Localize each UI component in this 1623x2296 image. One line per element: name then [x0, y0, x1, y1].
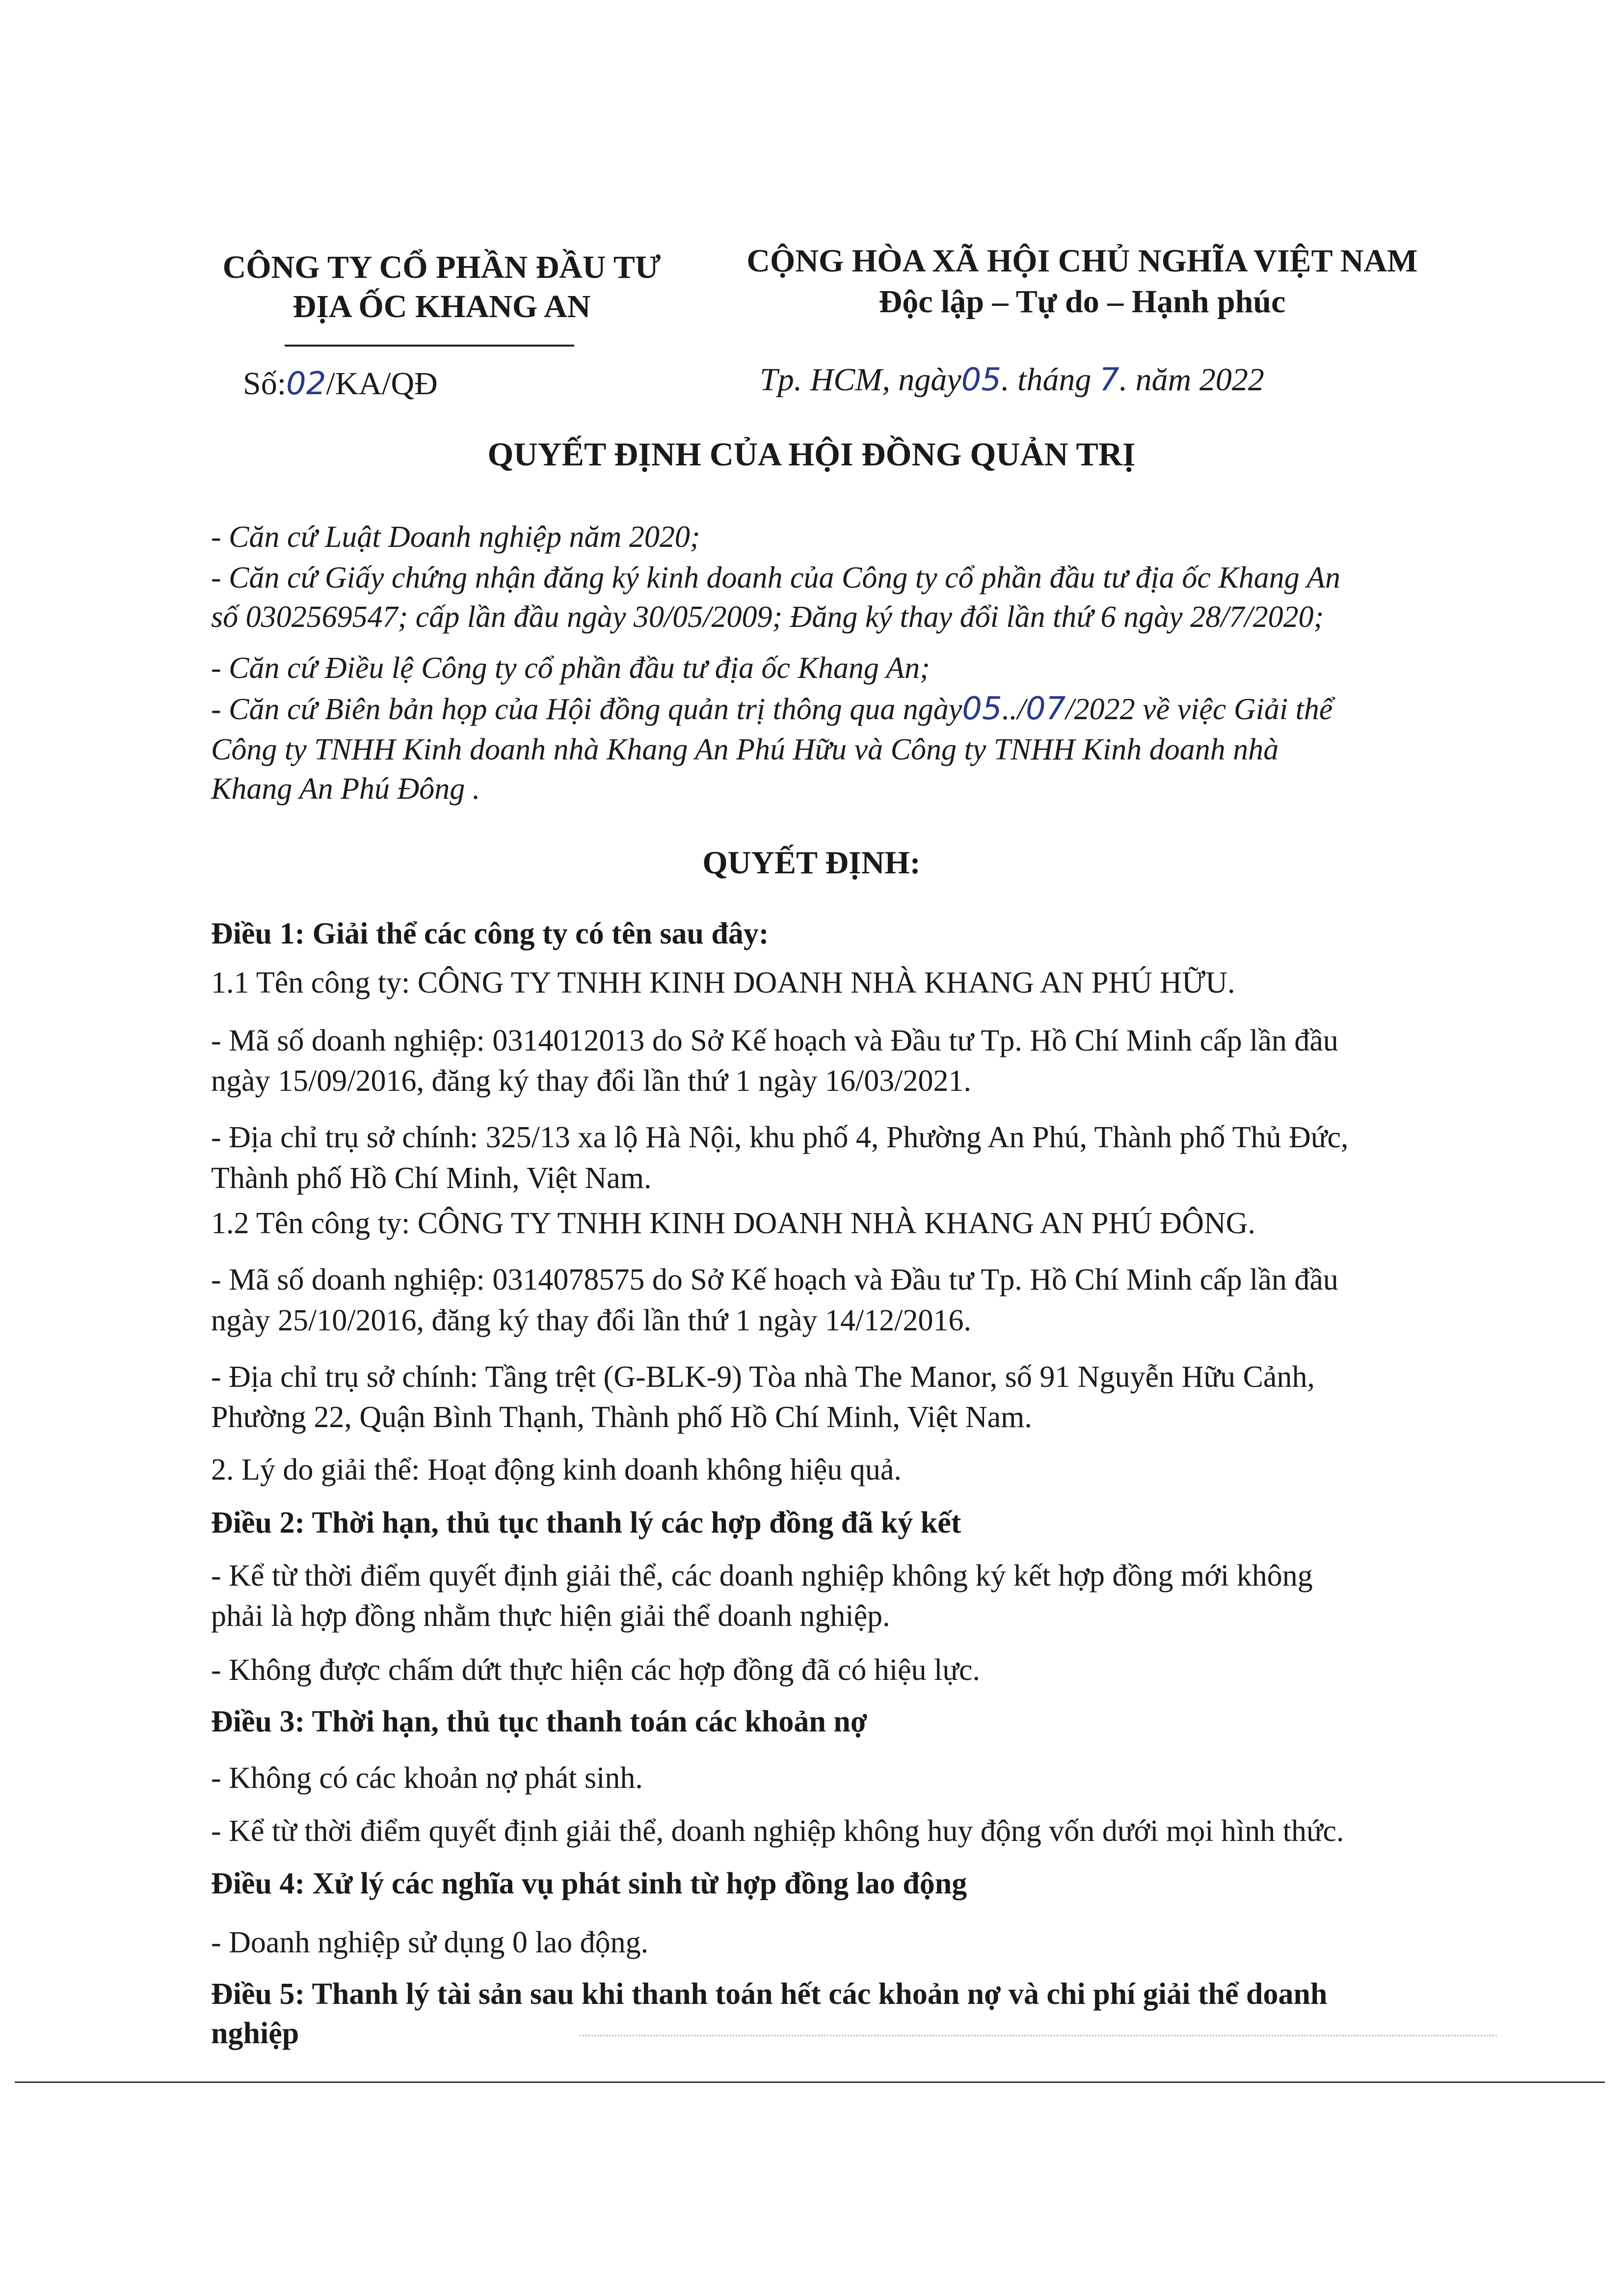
article-1-1-name: 1.1 Tên công ty: CÔNG TY TNHH KINH DOANH NHÀ KHANG AN PHÚ HỮU. [211, 966, 1235, 999]
article-2-line3: - Không được chấm dứt thực hiện các hợp đồng đã có hiệu lực. [211, 1653, 980, 1687]
company-name-line2: ĐỊA ỐC KHANG AN [293, 289, 591, 324]
article-5-heading-line2: nghiệp [211, 2017, 299, 2050]
basis-1: - Căn cứ Luật Doanh nghiệp năm 2020; [211, 520, 700, 554]
article-1-1-code-line2: ngày 15/09/2016, đăng ký thay đổi lần thứ 1 ngày 16/03/2021. [211, 1064, 972, 1098]
article-1-2-code-line2: ngày 25/10/2016, đăng ký thay đổi lần thứ 1 ngày 14/12/2016. [211, 1304, 972, 1337]
document-title: QUYẾT ĐỊNH CỦA HỘI ĐỒNG QUẢN TRỊ [487, 435, 1136, 473]
article-4-heading: Điều 4: Xử lý các nghĩa vụ phát sinh từ hợp đồng lao động [211, 1867, 967, 1900]
article-4-line1: - Doanh nghiệp sử dụng 0 lao động. [211, 1926, 649, 1959]
basis-4-suffix: /2022 về việc Giải thể [1065, 693, 1333, 726]
article-1-1-address-line1: - Địa chỉ trụ sở chính: 325/13 xa lộ Hà Nội, khu phố 4, Phường An Phú, Thành phố Thủ Đức, [211, 1121, 1349, 1154]
article-1-2-address-line2: Phường 22, Quận Bình Thạnh, Thành phố Hồ Chí Minh, Việt Nam. [211, 1401, 1032, 1434]
article-2-line2: phải là hợp đồng nhằm thực hiện giải thể doanh nghiệp. [211, 1599, 890, 1633]
basis-4-day: 05 [962, 691, 1002, 727]
basis-4-line2: Công ty TNHH Kinh doanh nhà Khang An Phú Hữu và Công ty TNHH Kinh doanh nhà [211, 733, 1279, 766]
document-date [760, 361, 1264, 399]
basis-4-month: 07 [1025, 691, 1066, 727]
article-1-heading: Điều 1: Giải thể các công ty có tên sau đây: [211, 917, 769, 950]
basis-4-prefix: - Căn cứ Biên bản họp của Hội đồng quản trị thông qua ngày [211, 693, 962, 726]
article-1-1-code-line1: - Mã số doanh nghiệp: 0314012013 do Sở Kế hoạch và Đầu tư Tp. Hồ Chí Minh cấp lần đầu [211, 1024, 1338, 1057]
article-2-line1: - Kể từ thời điểm quyết định giải thể, các doanh nghiệp không ký kết hợp đồng mới không [211, 1559, 1313, 1593]
scan-dotted-line [579, 2035, 1497, 2036]
article-1-2-code-line1: - Mã số doanh nghiệp: 0314078575 do Sở Kế hoạch và Đầu tư Tp. Hồ Chí Minh cấp lần đầu [211, 1263, 1338, 1297]
decision-heading: QUYẾT ĐỊNH: [702, 845, 921, 881]
nation-motto-line1: CỘNG HÒA XÃ HỘI CHỦ NGHĨA VIỆT NAM [746, 243, 1418, 279]
article-2-heading: Điều 2: Thời hạn, thủ tục thanh lý các hợp đồng đã ký kết [211, 1506, 961, 1540]
nation-motto-line2: Độc lập – Tự do – Hạnh phúc [878, 284, 1286, 320]
article-1-1-address-line2: Thành phố Hồ Chí Minh, Việt Nam. [211, 1162, 652, 1195]
date-prefix: Tp. HCM, ngày [760, 362, 961, 398]
company-underline [285, 345, 574, 347]
date-month: 7 [1099, 362, 1119, 398]
date-suffix: . năm 2022 [1119, 362, 1264, 398]
date-day: 05 [961, 362, 1002, 398]
number-prefix: Số: [243, 366, 287, 402]
document-number [243, 363, 438, 405]
article-3-heading: Điều 3: Thời hạn, thủ tục thanh toán các khoản nợ [211, 1705, 868, 1738]
article-1-2-address-line1: - Địa chỉ trụ sở chính: Tầng trệt (G-BLK-9) Tòa nhà The Manor, số 91 Nguyễn Hữu Cảnh, [211, 1360, 1315, 1394]
basis-2-line2: số 0302569547; cấp lần đầu ngày 30/05/2009; Đăng ký thay đổi lần thứ 6 ngày 28/7/2020; [211, 600, 1324, 634]
number-handwritten: 02 [286, 366, 326, 402]
number-suffix: /KA/QĐ [326, 366, 438, 402]
basis-4-line3: Khang An Phú Đông . [211, 772, 480, 806]
basis-3: - Căn cứ Điều lệ Công ty cổ phần đầu tư địa ốc Khang An; [211, 651, 930, 685]
article-3-line1: - Không có các khoản nợ phát sinh. [211, 1761, 643, 1795]
date-mid: . tháng [1001, 362, 1091, 398]
article-3-line2: - Kể từ thời điểm quyết định giải thể, doanh nghiệp không huy động vốn dưới mọi hình thức. [211, 1814, 1344, 1848]
basis-4-line1: - Căn cứ Biên bản họp của Hội đồng quản trị thông qua ngày05../07/2022 về việc Giải thể [211, 691, 1333, 727]
company-name-line1: CÔNG TY CỔ PHẦN ĐẦU TƯ [222, 249, 661, 285]
dissolution-reason: 2. Lý do giải thể: Hoạt động kinh doanh không hiệu quả. [211, 1453, 902, 1486]
article-5-heading-line1: Điều 5: Thanh lý tài sản sau khi thanh toán hết các khoản nợ và chi phí giải thể doanh [211, 1977, 1328, 2011]
page-bottom-rule [15, 2081, 1605, 2083]
basis-2-line1: - Căn cứ Giấy chứng nhận đăng ký kinh doanh của Công ty cổ phần đầu tư địa ốc Khang An [211, 561, 1340, 594]
article-1-2-name: 1.2 Tên công ty: CÔNG TY TNHH KINH DOANH NHÀ KHANG AN PHÚ ĐÔNG. [211, 1207, 1256, 1240]
